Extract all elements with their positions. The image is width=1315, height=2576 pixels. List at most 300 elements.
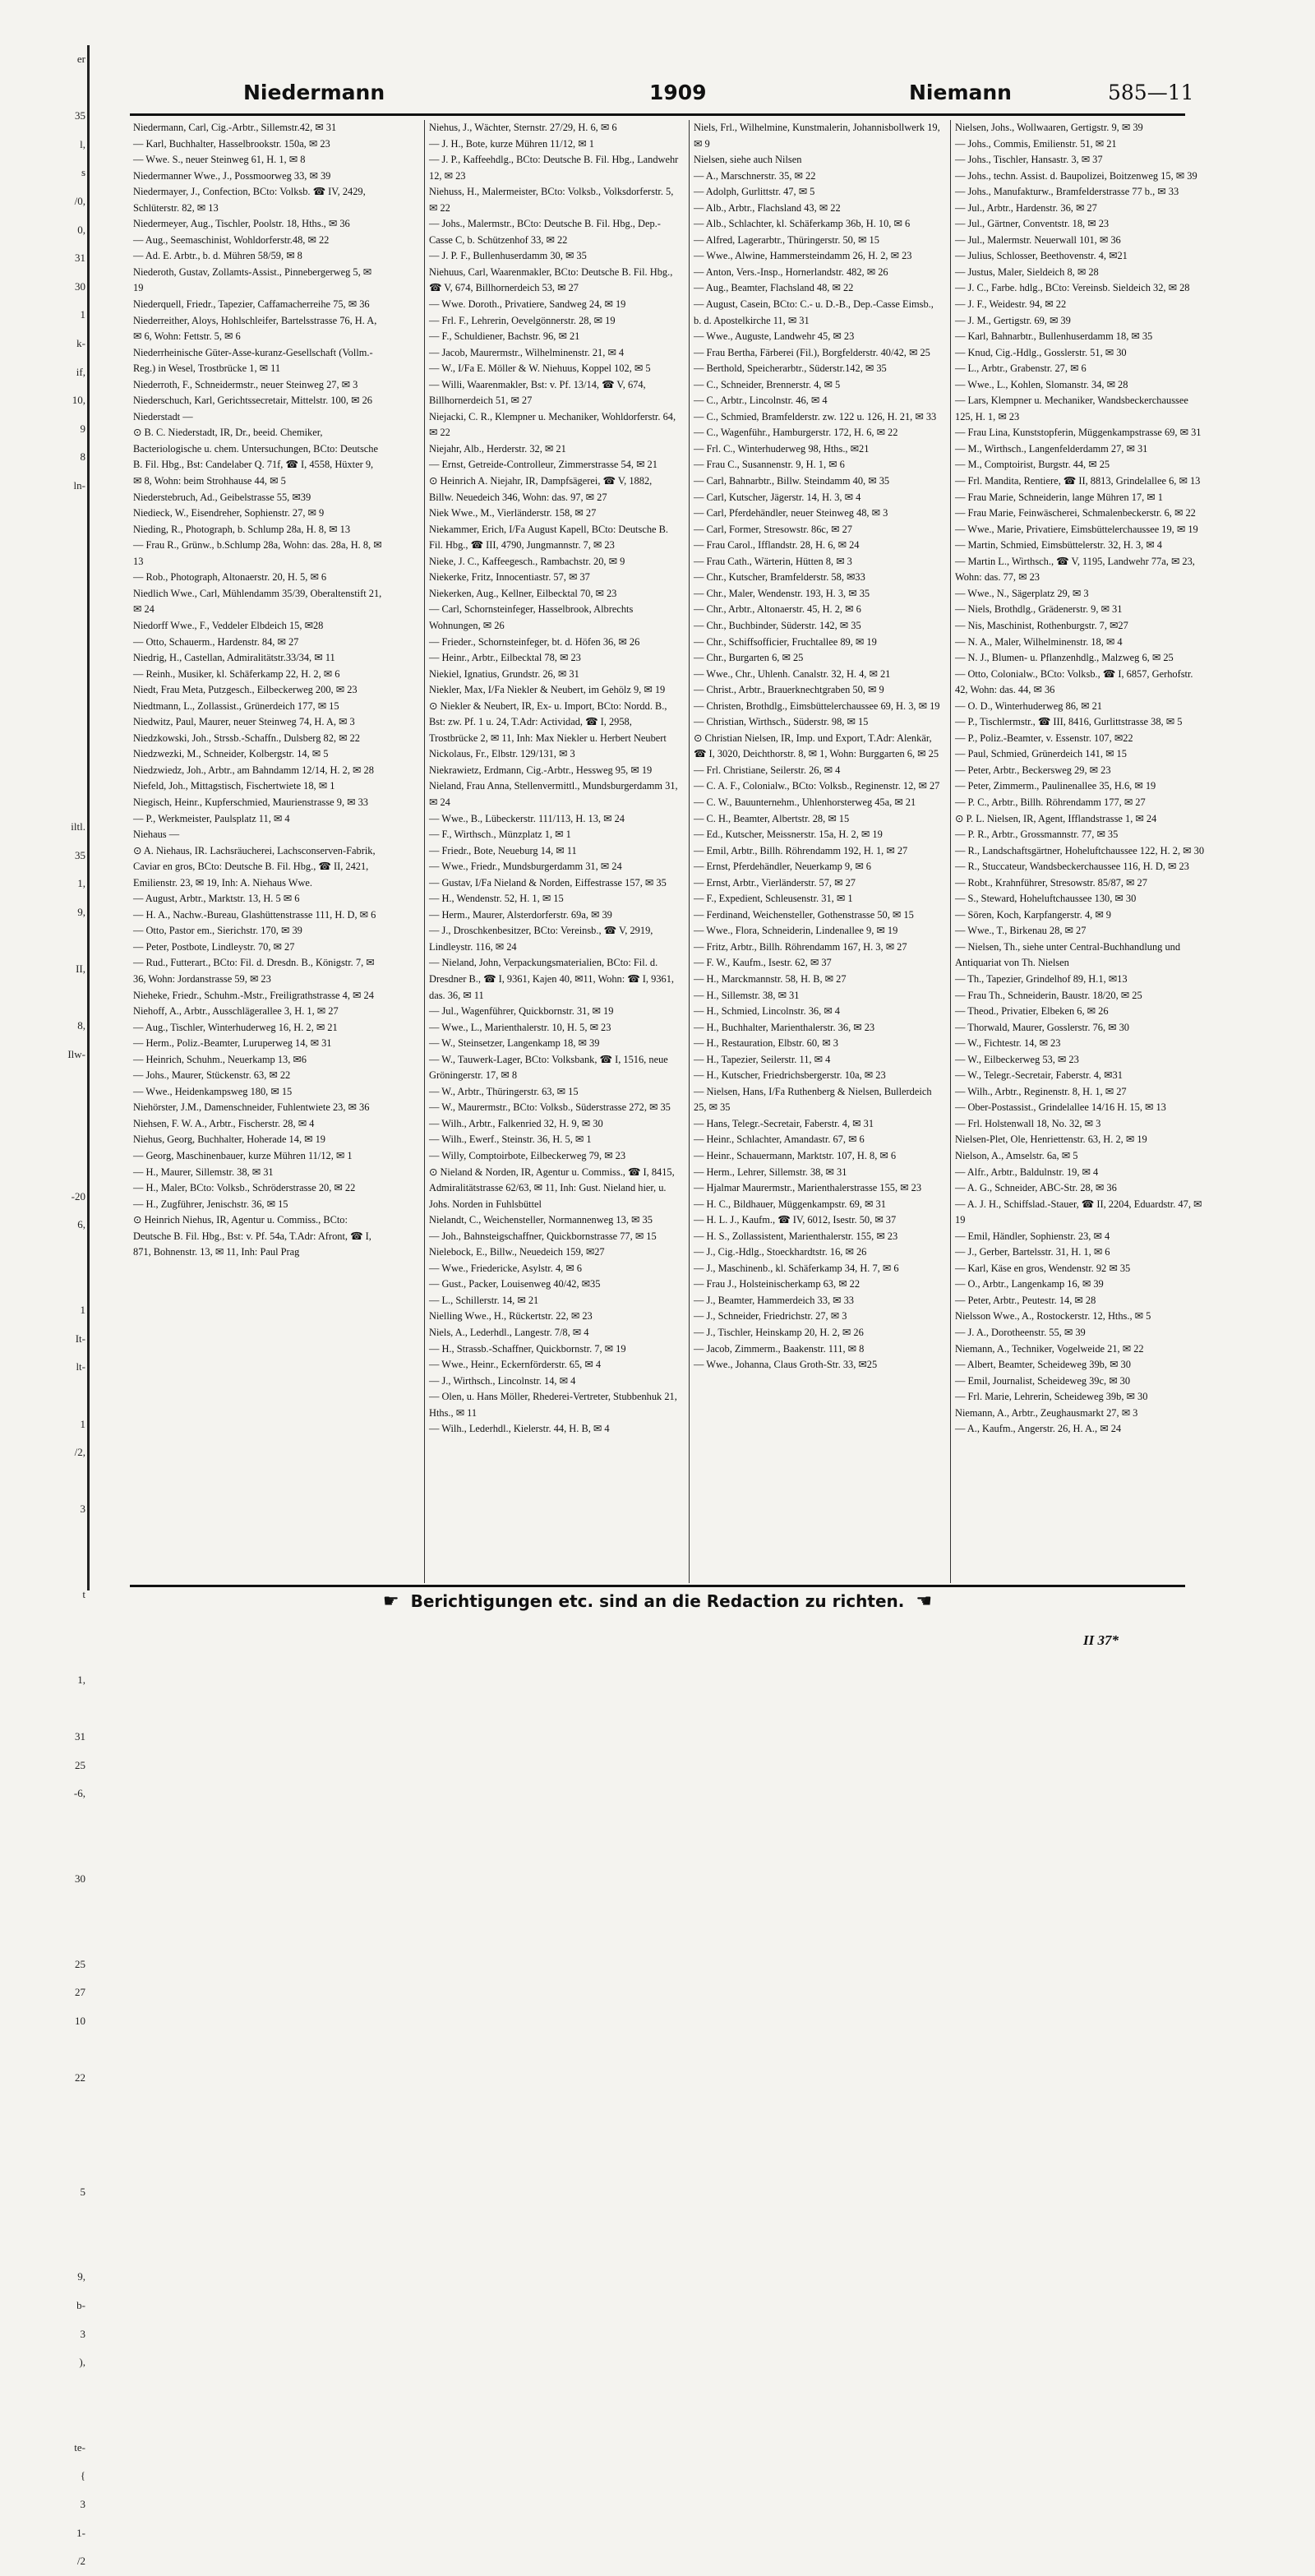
directory-entry: Niejacki, C. R., Klempner u. Mechaniker, Wohldorferstr. 64, ✉ 22 [429,410,676,439]
footer-notice [130,1591,1185,1612]
edge-fragment [0,529,90,557]
directory-entry: Nielebock, E., Billw., Neuedeich 159, ✉27 [429,1246,605,1258]
directory-entry: — P., Tischlermstr., ☎ III, 8416, Gurlittstrasse 38, ✉ 5 [955,716,1183,728]
edge-fragment: ln- [73,478,85,492]
directory-entry: — Rud., Futterart., BCto: Fil. d. Dresdn. B., Königstr. 7, ✉ 36, Wohn: Jordanstrasse 59, ✉ 23 [133,957,375,985]
directory-entry: — Heinr., Arbtr., Eilbecktal 78, ✉ 23 [429,652,581,664]
directory-entry: — N. J., Blumen- u. Pflanzenhdlg., Malzweg 6, ✉ 25 [955,652,1174,664]
directory-entry: — Joh., Bahnsteigschaffner, Quickbornstrasse 77, ✉ 15 [429,1230,657,1242]
directory-entry: — J., Cig.-Hdlg., Stoeckhardtstr. 16, ✉ 26 [694,1246,867,1258]
directory-entry: Niederquell, Friedr., Tapezier, Caffamacherreihe 75, ✉ 36 [133,298,370,311]
directory-entry: — Wwe., Flora, Schneiderin, Lindenallee 9, ✉ 19 [694,925,898,937]
directory-entry: Niedzwiedz, Joh., Arbtr., am Bahndamm 12/14, H. 2, ✉ 28 [133,764,374,776]
directory-entry: — Gust., Packer, Louisenweg 40/42, ✉35 [429,1278,601,1290]
directory-entry: — Georg, Maschinenbauer, kurze Mühren 11/12, ✉ 1 [133,1150,353,1161]
directory-entry: — J., Droschkenbesitzer, BCto: Vereinsb., ☎ V, 2919, Lindleystr. 116, ✉ 24 [429,925,653,953]
edge-fragment [0,2036,90,2065]
directory-entry: Nieheke, Friedr., Schuhm.-Mstr., Freiligrathstrasse 4, ✉ 24 [133,989,374,1001]
directory-entry: — W., Arbtr., Thüringerstr. 63, ✉ 15 [429,1085,579,1097]
edge-fragment: { [80,2469,85,2482]
directory-entry: — Robt., Krahnführer, Stresowstr. 85/87, ✉ 27 [955,876,1147,889]
directory-entry: — Hans, Telegr.-Secretair, Faberstr. 4, ✉ 31 [694,1117,874,1129]
directory-entry: Niels, A., Lederhdl., Langestr. 7/8, ✉ 4 [429,1327,589,1339]
edge-fragment [0,1382,90,1410]
edge-fragment: 1- [76,2526,85,2539]
directory-entry: — H., Strassb.-Schaffner, Quickbornstr. 7, ✉ 19 [429,1342,626,1355]
edge-fragment [0,2235,90,2264]
edge-fragment: 1, [77,1673,85,1686]
directory-entry: Niehoff, A., Arbtr., Ausschlägerallee 3, H. 1, ✉ 27 [133,1005,339,1018]
directory-entry: — Ed., Kutscher, Meissnerstr. 15a, H. 2, ✉ 19 [694,829,883,841]
directory-entry: — W., Eilbeckerweg 53, ✉ 23 [955,1053,1079,1065]
edge-fragment: 0, [77,223,85,236]
directory-entry: — Carl, Schornsteinfeger, Hasselbrook, Albrechts Wohnungen, ✉ 26 [429,603,634,631]
directory-entry: — Frau Cath., Wärterin, Hütten 8, ✉ 3 [694,555,852,567]
edge-fragment [0,984,90,1013]
directory-entry: Nielandt, C., Weichensteller, Normannenweg 13, ✉ 35 [429,1214,653,1226]
directory-entry: — O., Arbtr., Langenkamp 16, ✉ 39 [955,1278,1104,1290]
directory-entry: Niedt, Frau Meta, Putzgesch., Eilbeckerweg 200, ✉ 23 [133,684,358,696]
directory-entry: — Johs., Maurer, Stückenstr. 63, ✉ 22 [133,1069,291,1082]
directory-entry: — H., Zugführer, Jenischstr. 36, ✉ 15 [133,1198,288,1210]
directory-entry: ⊙ Heinrich A. Niejahr, IR, Dampfsägerei, ☎ V, 1882, Billw. Neuedeich 346, Wohn: das. 97, ✉ 27 [429,475,653,503]
directory-entry: — Thorwald, Maurer, Gosslerstr. 76, ✉ 30 [955,1021,1130,1033]
directory-entry: — H., Sillemstr. 38, ✉ 31 [694,989,800,1001]
directory-entry: — Alfred, Lagerarbtr., Thüringerstr. 50, ✉ 15 [694,233,879,246]
directory-entry: — Martin, Schmied, Eimsbüttelerstr. 32, H. 3, ✉ 4 [955,539,1162,552]
directory-entry: — August, Arbtr., Marktstr. 13, H. 5 ✉ 6 [133,893,300,905]
edge-fragment: 3 [80,2327,85,2340]
directory-entry: — Otto, Schauerm., Hardenstr. 84, ✉ 27 [133,635,299,648]
directory-entry: — J., Maschinenb., kl. Schäferkamp 34, H. 7, ✉ 6 [694,1262,899,1274]
edge-fragment [0,1894,90,1923]
directory-entry: Niedtmann, L., Zollassist., Grünerdeich 177, ✉ 15 [133,699,339,712]
directory-entry: ⊙ P. L. Nielsen, IR, Agent, Ifflandstrasse 1, ✉ 24 [955,812,1157,824]
edge-fragment: 1 [80,1304,85,1317]
directory-entry: Niederrheinische Güter-Asse-kuranz-Gesellschaft (Vollm.-Reg.) in Wesel, Trostbrücke 1, ✉ 11 [133,346,373,375]
directory-entry: Niekammer, Erich, I/Fa August Kapell, BCto: Deutsche B. Fil. Hbg., ☎ III, 4790, Jungmannstr. 7, ✉ 23 [429,523,668,552]
edge-fragment: 31 [75,1730,85,1743]
directory-entry: — Justus, Maler, Sieldeich 8, ✉ 28 [955,265,1099,278]
directory-entry: — Heinr., Schlachter, Amandastr. 67, ✉ 6 [694,1133,865,1146]
edge-fragment [0,1609,90,1638]
directory-entry: — Christian, Wirthsch., Süderstr. 98, ✉ 15 [694,716,869,728]
directory-entry: Niefeld, Joh., Mittagstisch, Fischertwiete 18, ✉ 1 [133,780,335,792]
directory-entry: — W., Maurermstr., BCto: Volksb., Süderstrasse 272, ✉ 35 [429,1101,671,1114]
directory-entry: Nielsson Wwe., A., Rostockerstr. 12, Hths., ✉ 5 [955,1310,1151,1323]
directory-entry: — C. A. F., Colonialw., BCto: Volksb., Reginenstr. 12, ✉ 27 [694,780,940,792]
directory-entry: — C., Wagenführ., Hamburgerstr. 172, H. 6, ✉ 22 [694,427,898,439]
directory-entry: — F. W., Kaufm., Isestr. 62, ✉ 37 [694,957,832,969]
directory-entry: — Johs., Malermstr., BCto: Deutsche B. Fil. Hbg., Dep.-Casse C, b. Schützenhof 33, ✉ 22 [429,218,661,246]
directory-entry: — Frau J., Holsteinischerkamp 63, ✉ 22 [694,1278,861,1290]
directory-entry: — H., Maurer, Sillemstr. 38, ✉ 31 [133,1166,274,1178]
directory-entry: — Frau Marie, Feinwäscherei, Schmalenbeckerstr. 6, ✉ 22 [955,507,1196,519]
directory-entry: — Niels, Brothdlg., Grädenerstr. 9, ✉ 31 [955,603,1123,616]
edge-fragment: b- [76,2298,85,2311]
directory-entry: — Rob., Photograph, Altonaerstr. 20, H. 5, ✉ 6 [133,571,327,584]
directory-entry: Nielsen, siehe auch Nilsen [694,154,802,166]
directory-entry: — H., Schmied, Lincolnstr. 36, ✉ 4 [694,1005,840,1018]
edge-fragment: 30 [75,1872,85,1885]
directory-entry: Niedorff Wwe., F., Veddeler Elbdeich 15, ✉28 [133,619,324,631]
header-rule [130,113,1185,116]
edge-fragment [0,2377,90,2406]
directory-entry: — Karl, Käse en gros, Wendenstr. 92 ✉ 35 [955,1262,1131,1274]
edge-fragment [0,671,90,699]
column-4 [955,120,1205,1583]
directory-entry: — Herm., Poliz.-Beamter, Luruperweg 14, ✉ 31 [133,1037,332,1050]
directory-entry: — Ernst, Getreide-Controlleur, Zimmerstrasse 54, ✉ 21 [429,459,658,471]
directory-entry: — Frl. Marie, Lehrerin, Scheideweg 39b, ✉ 30 [955,1391,1148,1403]
edge-fragment: 1 [80,1417,85,1430]
directory-entry: — Jul., Arbtr., Hardenstr. 36, ✉ 27 [955,201,1097,214]
directory-entry: — Wilh., Ewerf., Steinstr. 36, H. 5, ✉ 1 [429,1133,592,1146]
directory-entry: Niemann, A., Techniker, Vogelweide 21, ✉ 22 [955,1342,1144,1355]
directory-entry: — J. M., Gertigstr. 69, ✉ 39 [955,314,1071,326]
directory-entry: — H. S., Zollassistent, Marienthalerstr. 155, ✉ 23 [694,1230,898,1242]
directory-entry: — Herm., Lehrer, Sillemstr. 38, ✉ 31 [694,1166,847,1178]
directory-entry: — Nielsen, Hans, I/Fa Ruthenberg & Nielsen, Bullerdeich 25, ✉ 35 [694,1085,932,1114]
directory-entry: Niemann, A., Arbtr., Zeughausmarkt 27, ✉ 3 [955,1406,1138,1419]
directory-entry: Niederreither, Aloys, Hohlschleifer, Bartelsstrasse 76, H. A, ✉ 6, Wohn: Fettstr. 5, ✉ 6 [133,314,377,343]
pointing-hand-left-icon: ☛ [382,1591,399,1612]
directory-entry: — J., Schneider, Friedrichstr. 27, ✉ 3 [694,1310,847,1323]
edge-fragment [0,926,90,955]
edge-fragment [0,557,90,586]
directory-entry: — Alb., Schlachter, kl. Schäferkamp 36b, H. 10, ✉ 6 [694,218,911,230]
edge-fragment [0,727,90,756]
edge-fragment: if, [76,365,85,378]
edge-fragment [0,642,90,671]
directory-entry: — Th., Tapezier, Grindelhof 89, H.1, ✉13 [955,972,1128,985]
edge-fragment: 9, [77,2270,85,2283]
directory-entry: — J. P. F., Bullenhuserdamm 30, ✉ 35 [429,250,587,262]
directory-entry: ⊙ Heinrich Niehus, IR, Agentur u. Commiss., BCto: Deutsche B. Fil. Hbg., Bst: v. Pf. 54a, T.Adr: Afront, ☎ I, 871, Bohnenstr. 13, ✉ 11, Inh: Paul Prag [133,1214,371,1258]
directory-entry: — J. H., Bote, kurze Mühren 11/12, ✉ 1 [429,137,594,150]
header-right-name: Niemann [909,81,1012,104]
directory-entry: Nieland, Frau Anna, Stellenvermittl., Mundsburgerdamm 31, ✉ 24 [429,780,678,808]
directory-entry: Niejahr, Alb., Herderstr. 32, ✉ 21 [429,442,566,455]
edge-fragment: /0, [74,194,85,207]
directory-entry: Niedwitz, Paul, Maurer, neuer Steinweg 74, H. A, ✉ 3 [133,716,355,728]
directory-entry: — Jul., Malermstr. Neuerwall 101, ✉ 36 [955,233,1121,246]
directory-entry: — L., Schillerstr. 14, ✉ 21 [429,1294,539,1306]
directory-entry: — Wwe., N., Sägerplatz 29, ✉ 3 [955,587,1089,599]
directory-entry: Nieding, R., Photograph, b. Schlump 28a, H. 8, ✉ 13 [133,523,351,535]
directory-entry: — Frl. C., Winterhuderweg 98, Hths., ✉21 [694,442,870,455]
directory-entry: ⊙ Niekler & Neubert, IR, Ex- u. Import, BCto: Nordd. B., Bst: zw. Pf. 1 u. 24, T.Adr: Actividad, ☎ I, 2958, Trostbrücke 2, ✉ 11, Inh: Max Niekler u. Herbert Neubert [429,699,667,744]
directory-entry: Niekerke, Fritz, Innocentiastr. 57, ✉ 37 [429,571,590,584]
edge-fragment [0,1126,90,1155]
edge-fragment [0,2121,90,2149]
directory-entry: — J. C., Farbe. hdlg., BCto: Vereinsb. Sieldeich 32, ✉ 28 [955,282,1190,294]
directory-entry: — J. P., Kaffeehdlg., BCto: Deutsche B. Fil. Hbg., Landwehr 12, ✉ 23 [429,154,679,182]
directory-entry: — R., Landschaftsgärtner, Hoheluftchaussee 122, H. 2, ✉ 30 [955,844,1205,856]
directory-entry: — Christen, Brothdlg., Eimsbüttelerchaussee 69, H. 3, ✉ 19 [694,699,940,712]
edge-fragment [0,2093,90,2121]
edge-fragment [0,1552,90,1581]
directory-entry: — W., Tauwerk-Lager, BCto: Volksbank, ☎ I, 1516, neue Gröningerstr. 17, ✉ 8 [429,1053,668,1082]
directory-entry: — H., Kutscher, Friedrichsbergerstr. 10a, ✉ 23 [694,1069,886,1082]
column-divider [950,120,951,1583]
edge-fragment [0,2405,90,2434]
directory-entry: — Carl, Kutscher, Jägerstr. 14, H. 3, ✉ 4 [694,491,861,503]
directory-entry: — F., Wirthsch., Münzplatz 1, ✉ 1 [429,829,571,841]
directory-entry: — Ferdinand, Weichensteller, Gothenstrasse 50, ✉ 15 [694,908,914,921]
directory-entry: Niegisch, Heinr., Kupferschmied, Maurienstrasse 9, ✉ 33 [133,796,369,808]
edge-fragment: 10 [75,2014,85,2027]
directory-entry: — Johs., techn. Assist. d. Baupolizei, Boitzenweg 15, ✉ 39 [955,169,1197,182]
edge-fragment [0,1922,90,1950]
edge-fragment [0,1467,90,1496]
directory-entry: — H., Maler, BCto: Volksb., Schröderstrasse 20, ✉ 22 [133,1182,356,1194]
directory-entry: — Frau Lina, Kunststopferin, Müggenkampstrasse 69, ✉ 31 [955,427,1202,439]
edge-fragment: 1 [80,308,85,321]
directory-entry: — Frl. Mandita, Rentiere, ☎ II, 8813, Grindelallee 6, ✉ 13 [955,475,1201,487]
signature-mark: II 37* [1083,1632,1119,1648]
directory-entry: — Olen, u. Hans Möller, Rhederei-Vertreter, Stubbenhuk 21, Hths., ✉ 11 [429,1391,677,1419]
directory-entry: — H., Wendenstr. 52, H. 1, ✉ 15 [429,893,564,905]
directory-entry: — Ernst, Arbtr., Vierländerstr. 57, ✉ 27 [694,876,856,889]
directory-entry: — Wwe., Chr., Uhlenh. Canalstr. 32, H. 4, ✉ 21 [694,667,891,680]
edge-fragment: l, [80,137,85,150]
edge-fragment [0,2206,90,2235]
header-year: 1909 [649,81,707,104]
directory-entry: — Albert, Beamter, Scheideweg 39b, ✉ 30 [955,1359,1131,1371]
directory-entry: — W., Fichtestr. 14, ✉ 23 [955,1037,1061,1050]
directory-entry: — Herm., Maurer, Alsterdorferstr. 69a, ✉ 39 [429,908,612,921]
edge-fragment: s [81,166,85,179]
directory-entry: — August, Casein, BCto: C.- u. D.-B., Dep.-Casse Eimsb., b. d. Apostelkirche 11, ✉ 31 [694,298,934,326]
directory-entry: — Hjalmar Maurermstr., Marienthalerstrasse 155, ✉ 23 [694,1182,922,1194]
edge-fragment: 31 [75,252,85,265]
directory-entry: — Johs., Commis, Emilienstr. 51, ✉ 21 [955,137,1117,150]
directory-entry: — Frau C., Susannenstr. 9, H. 1, ✉ 6 [694,459,845,471]
directory-entry: — Chr., Buchbinder, Süderstr. 142, ✉ 35 [694,619,861,631]
directory-entry: Niehörster, J.M., Damenschneider, Fuhlentwiete 23, ✉ 36 [133,1101,370,1114]
directory-entry: — A. G., Schneider, ABC-Str. 28, ✉ 36 [955,1182,1117,1194]
directory-entry: — J. F., Weidestr. 94, ✉ 22 [955,298,1067,311]
directory-entry: — Wwe., T., Birkenau 28, ✉ 27 [955,925,1087,937]
directory-entry: — F., Schuldiener, Bachstr. 96, ✉ 21 [429,330,580,343]
directory-entry: Niedermayer, J., Confection, BCto: Volksb. ☎ IV, 2429, Schlüterstr. 82, ✉ 13 [133,186,366,214]
directory-entry: — H. A., Nachw.-Bureau, Glashüttenstrasse 111, H. D, ✉ 6 [133,908,376,921]
directory-entry: Nielsen, Johs., Wollwaaren, Gertigstr. 9, ✉ 39 [955,122,1143,133]
directory-entry: — C. H., Beamter, Albertstr. 28, ✉ 15 [694,812,850,824]
edge-fragment [0,2149,90,2178]
directory-entry: Niekrawietz, Erdmann, Cig.-Arbtr., Hessweg 95, ✉ 19 [429,764,653,776]
directory-entry: — H., Buchhalter, Marienthalerstr. 36, ✉ 23 [694,1021,875,1033]
directory-entry: — Frau R., Grünw., b.Schlump 28a, Wohn: das. 28a, H. 8, ✉ 13 [133,539,382,567]
directory-entry: — Frau Marie, Schneiderin, lange Mühren 17, ✉ 1 [955,491,1163,503]
directory-entry: — Ad. E. Arbtr., b. d. Mühren 58/59, ✉ 8 [133,250,302,262]
directory-entry: Niederoth, Gustav, Zollamts-Assist., Pinnebergerweg 5, ✉ 19 [133,265,372,294]
directory-entry: — Jul., Gärtner, Conventstr. 18, ✉ 23 [955,218,1110,230]
directory-entry: — Knud, Cig.-Hdlg., Gosslerstr. 51, ✉ 30 [955,346,1127,358]
edge-fragment: 9, [77,905,85,918]
directory-entry: — Johs., Manufakturw., Bramfelderstrasse 77 b., ✉ 33 [955,186,1179,198]
directory-entry: — H. L. J., Kaufm., ☎ IV, 6012, Isestr. 50, ✉ 37 [694,1214,897,1226]
directory-entry: Niedermeyer, Aug., Tischler, Poolstr. 18, Hths., ✉ 36 [133,218,350,230]
directory-entry: — P. C., Arbtr., Billh. Röhrendamm 177, ✉ 27 [955,796,1146,808]
directory-entry: — Otto, Colonialw., BCto: Volksb., ☎ I, 6857, Gerhofstr. 42, Wohn: das. 44, ✉ 36 [955,667,1193,696]
directory-entry: — S., Steward, Hoheluftchaussee 130, ✉ 30 [955,893,1137,905]
edge-fragment: 30 [75,279,85,293]
directory-entry: — Paul, Schmied, Grünerdeich 141, ✉ 15 [955,748,1127,760]
edge-fragment: 35 [75,109,85,122]
directory-entry: Niehsen, F. W. A., Arbtr., Fischerstr. 28, ✉ 4 [133,1117,315,1129]
directory-entry: — Gustav, I/Fa Nieland & Norden, Eiffestrasse 157, ✉ 35 [429,876,667,889]
directory-entry: — Wwe., L., Kohlen, Slomanstr. 34, ✉ 28 [955,378,1128,390]
edge-fragment: 35 [75,848,85,861]
directory-entry: — Wwe., Friedericke, Asylstr. 4, ✉ 6 [429,1262,583,1274]
directory-entry: — Frl. F., Lehrerin, Oevelgönnerstr. 28, ✉ 19 [429,314,616,326]
edge-fragment: 22 [75,2071,85,2084]
column-1 [133,120,383,1583]
directory-entry: — M., Wirthsch., Langenfelderdamm 27, ✉ 31 [955,442,1148,455]
directory-entry: — Nielsen, Th., siehe unter Central-Buchhandlung und Antiquariat von Th. Nielsen [955,940,1181,969]
directory-entry: ⊙ Christian Nielsen, IR, Imp. und Export, T.Adr: Alenkär, ☎ I, 3020, Deichthorstr. 8, ✉ 1, Wohn: Burggarten 6, ✉ 25 [694,732,939,760]
directory-entry: — L., Arbtr., Grabenstr. 27, ✉ 6 [955,362,1087,375]
directory-entry: — O. D., Winterhuderweg 86, ✉ 21 [955,699,1102,712]
directory-entry: — Heinrich, Schuhm., Neuerkamp 13, ✉6 [133,1053,307,1065]
directory-entry: — M., Comptoirist, Burgstr. 44, ✉ 25 [955,459,1110,471]
edge-fragment [0,1637,90,1666]
edge-fragment: 27 [75,1986,85,1999]
directory-entry: Niehus, J., Wächter, Sternstr. 27/29, H. 6, ✉ 6 [429,122,617,133]
directory-entry: — Ober-Postassist., Grindelallee 14/16 H. 15, ✉ 13 [955,1101,1166,1114]
directory-entry: ⊙ A. Niehaus, IR. Lachsräucherei, Lachsconserven-Fabrik, Caviar en gros, BCto: Deutsche B. Fil. Hbg., ☎ II, 2421, Emilienstr. 23, ✉ 19, Inh: A. Niehaus Wwe. [133,844,376,889]
edge-fragment [0,699,90,728]
directory-entry: — C., Schneider, Brennerstr. 4, ✉ 5 [694,378,841,390]
directory-entry: — J., Tischler, Heinskamp 20, H. 2, ✉ 26 [694,1327,864,1339]
directory-entry: — J., Beamter, Hammerdeich 33, ✉ 33 [694,1294,855,1306]
directory-entry: — Aug., Beamter, Flachsland 48, ✉ 22 [694,282,854,294]
directory-entry: — Karl, Buchhalter, Hasselbrookstr. 150a, ✉ 23 [133,137,330,150]
directory-entry: — Peter, Arbtr., Beckersweg 29, ✉ 23 [955,764,1111,776]
directory-entry: — Johs., Tischler, Hansastr. 3, ✉ 37 [955,154,1103,166]
directory-entry: — Ernst, Pferdehändler, Neuerkamp 9, ✉ 6 [694,861,871,873]
directory-entry: ⊙ B. C. Niederstadt, IR, Dr., beeid. Chemiker, Bacteriologische u. chem. Untersuchungen, BCto: Deutsche B. Fil. Hbg., Bst: Candelaber Q. 71f, ☎ I, 4558, Hüxter 9, ✉ 8, Wohn: beim Strohhause 44, ✉ 5 [133,427,378,487]
directory-entry: — Peter, Zimmerm., Paulinenallee 35, H.6, ✉ 19 [955,780,1156,792]
edge-fragment: -6, [73,1787,85,1800]
edge-fragment [0,784,90,813]
directory-entry: Niehus, Georg, Buchhalter, Hoheradе 14, ✉ 19 [133,1133,326,1146]
directory-entry: — Nis, Maschinist, Rothenburgstr. 7, ✉27 [955,619,1128,631]
directory-entry: — Wwe., Heinr., Eckernförderstr. 65, ✉ 4 [429,1359,602,1371]
edge-fragment [0,1154,90,1183]
edge-fragment: 1, [77,877,85,890]
directory-entry: Niehuus, Carl, Waarenmakler, BCto: Deutsche B. Fil. Hbg., ☎ V, 674, Billhornerdeich 53, ✉ 27 [429,265,673,294]
directory-entry: — Lars, Klempner u. Mechaniker, Wandsbeckerchaussee 125, H. 1, ✉ 23 [955,395,1188,422]
directory-entry: Niehaus — [133,829,180,841]
edge-fragment [0,1836,90,1865]
directory-entry: — R., Stuccateur, Wandsbeckerchaussee 116, H. D, ✉ 23 [955,861,1189,873]
directory-entry: — Frau Bertha, Färberei (Fil.), Borgfelderstr. 40/42, ✉ 25 [694,346,930,358]
directory-entry: — Willi, Waarenmakler, Bst: v. Pf. 13/14, ☎ V, 674, Billhornerdeich 51, ✉ 27 [429,378,646,407]
directory-entry: — P., Poliz.-Beamter, v. Essenstr. 107, ✉22 [955,732,1133,744]
edge-fragment: II, [76,963,85,975]
directory-entry: — Wilh., Arbtr., Reginenstr. 8, H. 1, ✉ 27 [955,1085,1127,1097]
edge-fragment: k- [76,336,85,349]
column-divider [689,120,690,1583]
directory-entry: — Frau Carol., Ifflandstr. 28, H. 6, ✉ 24 [694,539,860,552]
edge-fragment [0,1808,90,1837]
edge-fragment: 25 [75,1957,85,1970]
directory-entry: — J. A., Dorotheenstr. 55, ✉ 39 [955,1327,1086,1339]
directory-entry: — Frl. Christiane, Seilerstr. 26, ✉ 4 [694,764,841,776]
directory-entry: — Wilh., Arbtr., Falkenried 32, H. 9, ✉ 30 [429,1117,603,1129]
directory-entry: — Emil, Händler, Sophienstr. 23, ✉ 4 [955,1230,1110,1242]
edge-fragment [0,585,90,614]
directory-entry: — Chr., Kutscher, Bramfelderstr. 58, ✉33 [694,571,865,584]
edge-fragment: ), [79,2356,85,2369]
directory-entry: — Adolph, Gurlittstr. 47, ✉ 5 [694,186,815,198]
directory-entry: — Wwe., B., Lübeckerstr. 111/113, H. 13, ✉ 24 [429,812,625,824]
edge-fragment: er [76,53,85,65]
edge-fragment: -20 [71,1189,85,1203]
edge-fragment: 10, [72,394,85,407]
directory-entry: — Berthold, Speicherarbtr., Süderstr.142, ✉ 35 [694,362,887,375]
directory-entry: — H., Tapezier, Seilerstr. 11, ✉ 4 [694,1053,831,1065]
edge-fragment: 3 [80,2498,85,2511]
directory-entry: — Peter, Postbote, Lindleystr. 70, ✉ 27 [133,940,295,953]
directory-entry: — Frau Th., Schneiderin, Baustr. 18/20, ✉ 25 [955,989,1142,1001]
directory-entry: Niekerken, Aug., Kellner, Eilbecktal 70, ✉ 23 [429,587,617,599]
directory-entry: — Alb., Arbtr., Flachsland 43, ✉ 22 [694,201,841,214]
page-gutter-rule [87,45,90,1590]
directory-entry: — Wilh., Lederhdl., Kielerstr. 44, H. B, ✉ 4 [429,1423,610,1435]
header-page-number: 585—11 [1108,81,1194,104]
directory-entry: — Martin L., Wirthsch., ☎ V, 1195, Landwehr 77a, ✉ 23, Wohn: das. 77, ✉ 23 [955,555,1195,584]
directory-entry: — Karl, Bahnarbtr., Bullenhuserdamm 18, ✉ 35 [955,330,1153,343]
directory-entry: — Wwe., Marie, Privatiere, Eimsbüttelerchaussee 19, ✉ 19 [955,523,1198,535]
directory-entry: — Wwe., L., Marienthalerstr. 10, H. 5, ✉ 23 [429,1021,611,1033]
directory-entry: ⊙ Nieland & Norden, IR, Agentur u. Commiss., ☎ I, 8415, Admiralitätstrasse 62/63, ✉ 11, Inh: Gust. Nieland hier, u. Johs. Norden in Fuhlsbüttel [429,1166,675,1210]
directory-entry: — Christ., Arbtr., Brauerknechtgraben 50, ✉ 9 [694,684,884,696]
directory-entry: — Friedr., Bote, Neueburg 14, ✉ 11 [429,844,577,856]
directory-entry: Niekiel, Ignatius, Grundstr. 26, ✉ 31 [429,667,579,680]
directory-entry: Niels, Frl., Wilhelmine, Kunstmalerin, Johannisbollwerk 19, ✉ 9 [694,122,940,150]
directory-entry: — Wwe. Doroth., Privatiere, Sandweg 24, ✉ 19 [429,298,626,311]
directory-entry: — H., Marckmannstr. 58, H. B, ✉ 27 [694,972,847,985]
edge-fragment: 9 [80,422,85,435]
edge-fragment: iltl. [71,820,85,833]
directory-entry: — W., Telegr.-Secretair, Faberstr. 4, ✉31 [955,1069,1123,1082]
column-2 [429,120,679,1583]
directory-entry: — Wwe., Johanna, Claus Groth-Str. 33, ✉25 [694,1359,878,1371]
directory-entry: — P., Werkmeister, Paulsplatz 11, ✉ 4 [133,812,290,824]
left-page-edge [0,45,90,2568]
directory-entry: — Chr., Arbtr., Altonaerstr. 45, H. 2, ✉ 6 [694,603,861,616]
directory-entry: — Aug., Tischler, Winterhuderweg 16, H. 2, ✉ 21 [133,1021,338,1033]
directory-entry: — C. W., Bauunternehm., Uhlenhorsterweg 45a, ✉ 21 [694,796,916,808]
edge-fragment: /2 [76,2555,85,2568]
edge-fragment [0,1268,90,1297]
directory-entry: — Wwe., Alwine, Hammersteindamm 26, H. 2, ✉ 23 [694,250,912,262]
directory-entry: Niederstadt — [133,410,193,422]
edge-fragment [0,756,90,785]
directory-entry: — Emil, Arbtr., Billh. Röhrendamm 192, H. 1, ✉ 27 [694,844,908,856]
directory-entry: Nieke, J. C., Kaffeegesch., Rambachstr. 20, ✉ 9 [429,555,625,567]
directory-entry: Nickolaus, Fr., Elbstr. 129/131, ✉ 3 [429,748,575,760]
edge-fragment: te- [74,2440,85,2454]
directory-entry: — A. J. H., Schiffslad.-Stauer, ☎ II, 2204, Eduardstr. 47, ✉ 19 [955,1198,1202,1226]
directory-entry: — F., Expedient, Schleusenstr. 31, ✉ 1 [694,893,853,905]
directory-entry: Nielson, A., Amselstr. 6a, ✉ 5 [955,1150,1078,1161]
directory-entry: Niederstebruch, Ad., Geibelstrasse 55, ✉39 [133,491,311,503]
